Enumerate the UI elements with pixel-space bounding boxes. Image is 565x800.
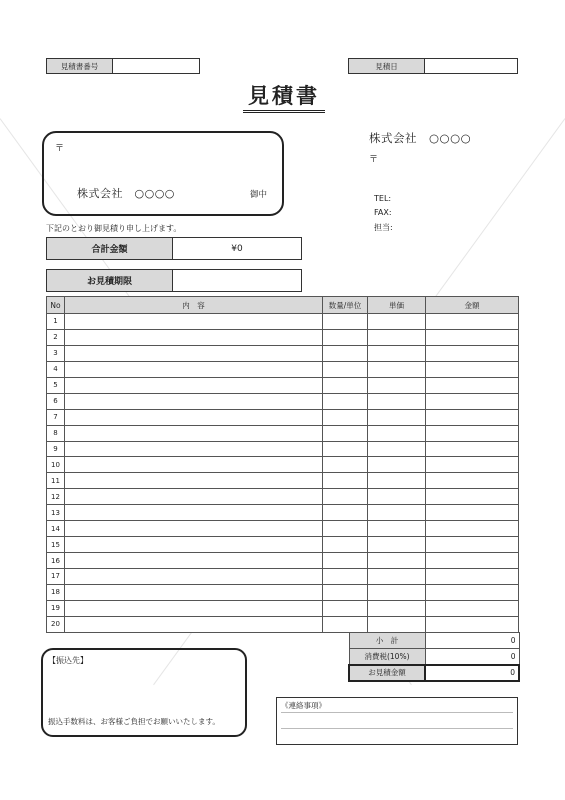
row-number: 18 [47,584,65,600]
table-row [47,473,519,489]
row-unit-price-cell[interactable] [368,537,426,553]
row-description-cell[interactable] [65,393,323,409]
row-unit-price-cell[interactable] [368,521,426,537]
items-table [46,296,519,633]
header-no: No [47,297,65,314]
client-postal-mark: 〒 [55,144,65,154]
total-amount-box [46,237,302,260]
row-description-cell[interactable] [65,345,323,361]
validity-field[interactable] [173,270,301,291]
row-unit-price-cell[interactable] [368,425,426,441]
table-row [47,409,519,425]
contact-rule-line [281,728,513,729]
bank-heading: 【振込先】 [48,656,88,665]
row-amount-cell[interactable] [426,377,519,393]
row-quantity-cell[interactable] [323,584,368,600]
row-description-cell[interactable] [65,505,323,521]
estimate-date-field[interactable] [425,59,517,73]
row-number: 6 [47,393,65,409]
row-quantity-cell[interactable] [323,553,368,569]
header-amount: 金額 [426,297,519,314]
row-amount-cell[interactable] [426,409,519,425]
row-number: 3 [47,345,65,361]
grand-total-label: お見積金額 [349,665,425,681]
row-description-cell[interactable] [65,473,323,489]
row-number: 9 [47,441,65,457]
row-quantity-cell[interactable] [323,314,368,330]
table-row [47,425,519,441]
row-quantity-cell[interactable] [323,569,368,585]
client-name[interactable]: 株式会社 ○○○○ [77,187,175,200]
sender-postal-mark: 〒 [369,155,379,165]
row-number: 7 [47,409,65,425]
row-unit-price-cell[interactable] [368,600,426,616]
row-quantity-cell[interactable] [323,521,368,537]
row-number: 11 [47,473,65,489]
subtotal-row [349,633,519,649]
row-number: 12 [47,489,65,505]
row-description-cell[interactable] [65,569,323,585]
row-amount-cell[interactable] [426,361,519,377]
table-row [47,361,519,377]
table-row [47,616,519,632]
row-quantity-cell[interactable] [323,329,368,345]
row-unit-price-cell[interactable] [368,329,426,345]
tax-label: 消費税(10%) [349,649,425,665]
row-description-cell[interactable] [65,553,323,569]
row-unit-price-cell[interactable] [368,473,426,489]
row-unit-price-cell[interactable] [368,345,426,361]
total-amount-value: ¥0 [231,243,243,254]
row-amount-cell[interactable] [426,457,519,473]
row-amount-cell[interactable] [426,569,519,585]
row-quantity-cell[interactable] [323,473,368,489]
row-amount-cell[interactable] [426,329,519,345]
row-description-cell[interactable] [65,489,323,505]
row-number: 10 [47,457,65,473]
tax-row [349,649,519,665]
table-row [47,345,519,361]
sender-fax-label: FAX: [374,208,392,217]
row-quantity-cell[interactable] [323,393,368,409]
row-amount-cell[interactable] [426,505,519,521]
row-unit-price-cell[interactable] [368,584,426,600]
header-description: 内 容 [65,297,323,314]
row-amount-cell[interactable] [426,489,519,505]
grand-total-value: 0 [425,665,519,681]
intro-text: 下記のとおり御見積り申し上げます。 [46,224,182,233]
table-row [47,393,519,409]
row-description-cell[interactable] [65,409,323,425]
table-row [47,441,519,457]
estimate-date-box [348,58,518,74]
row-amount-cell[interactable] [426,584,519,600]
grand-total-row [349,665,519,681]
row-amount-cell[interactable] [426,393,519,409]
row-number: 15 [47,537,65,553]
contact-notes-box[interactable] [276,697,518,745]
row-amount-cell[interactable] [426,553,519,569]
row-description-cell[interactable] [65,537,323,553]
row-quantity-cell[interactable] [323,616,368,632]
row-quantity-cell[interactable] [323,489,368,505]
row-number: 19 [47,600,65,616]
row-amount-cell[interactable] [426,616,519,632]
row-quantity-cell[interactable] [323,377,368,393]
row-quantity-cell[interactable] [323,409,368,425]
estimate-number-field[interactable] [113,59,199,73]
header-quantity-unit: 数量/単位 [323,297,368,314]
row-amount-cell[interactable] [426,521,519,537]
row-amount-cell[interactable] [426,600,519,616]
row-unit-price-cell[interactable] [368,314,426,330]
table-row [47,505,519,521]
totals-table [348,632,520,682]
row-unit-price-cell[interactable] [368,553,426,569]
row-amount-cell[interactable] [426,537,519,553]
table-row [47,537,519,553]
row-unit-price-cell[interactable] [368,616,426,632]
row-description-cell[interactable] [65,584,323,600]
row-quantity-cell[interactable] [323,425,368,441]
row-quantity-cell[interactable] [323,441,368,457]
row-number: 16 [47,553,65,569]
row-description-cell[interactable] [65,377,323,393]
validity-box [46,269,302,292]
row-unit-price-cell[interactable] [368,489,426,505]
sender-company-name[interactable]: 株式会社 ○○○○ [369,131,472,145]
subtotal-label: 小 計 [349,633,425,649]
row-quantity-cell[interactable] [323,537,368,553]
row-unit-price-cell[interactable] [368,393,426,409]
row-unit-price-cell[interactable] [368,505,426,521]
table-row [47,600,519,616]
subtotal-value: 0 [425,633,519,649]
row-number: 5 [47,377,65,393]
row-number: 14 [47,521,65,537]
table-row [47,489,519,505]
table-row [47,553,519,569]
estimate-number-box [46,58,200,74]
row-number: 1 [47,314,65,330]
sender-tel-label: TEL: [374,194,392,203]
table-row [47,377,519,393]
table-row [47,521,519,537]
row-description-cell[interactable] [65,314,323,330]
table-row [47,314,519,330]
tax-value: 0 [425,649,519,665]
row-description-cell[interactable] [65,361,323,377]
client-honorific: 御中 [250,190,268,200]
row-description-cell[interactable] [65,329,323,345]
row-description-cell[interactable] [65,425,323,441]
table-row [47,584,519,600]
table-row [47,329,519,345]
contact-rule-line [281,712,513,713]
row-amount-cell[interactable] [426,425,519,441]
row-number: 8 [47,425,65,441]
row-quantity-cell[interactable] [323,361,368,377]
row-unit-price-cell[interactable] [368,377,426,393]
header-unit-price: 単価 [368,297,426,314]
row-number: 20 [47,616,65,632]
row-amount-cell[interactable] [426,314,519,330]
row-quantity-cell[interactable] [323,345,368,361]
row-unit-price-cell[interactable] [368,457,426,473]
total-amount-label: 合計金額 [47,238,173,259]
row-quantity-cell[interactable] [323,457,368,473]
row-unit-price-cell[interactable] [368,569,426,585]
table-row [47,569,519,585]
row-unit-price-cell[interactable] [368,361,426,377]
row-description-cell[interactable] [65,457,323,473]
row-amount-cell[interactable] [426,345,519,361]
row-number: 2 [47,329,65,345]
row-quantity-cell[interactable] [323,505,368,521]
estimate-number-label: 見積書番号 [47,59,113,73]
bank-transfer-box [41,648,247,737]
row-unit-price-cell[interactable] [368,441,426,457]
row-amount-cell[interactable] [426,473,519,489]
sender-person-label: 担当: [374,223,393,232]
row-number: 4 [47,361,65,377]
client-address-box [42,131,284,216]
row-unit-price-cell[interactable] [368,409,426,425]
validity-label: お見積期限 [47,270,173,291]
items-header-row [47,297,519,314]
bank-fee-note: 振込手数料は、お客様ご負担でお願いいたします。 [48,717,220,726]
row-number: 17 [47,569,65,585]
row-description-cell[interactable] [65,600,323,616]
row-description-cell[interactable] [65,441,323,457]
table-row [47,457,519,473]
contact-heading: 《連絡事項》 [281,701,326,710]
row-amount-cell[interactable] [426,441,519,457]
row-description-cell[interactable] [65,616,323,632]
row-number: 13 [47,505,65,521]
row-description-cell[interactable] [65,521,323,537]
row-quantity-cell[interactable] [323,600,368,616]
estimate-date-label: 見積日 [349,59,425,73]
document-title: 見積書 [243,82,325,113]
